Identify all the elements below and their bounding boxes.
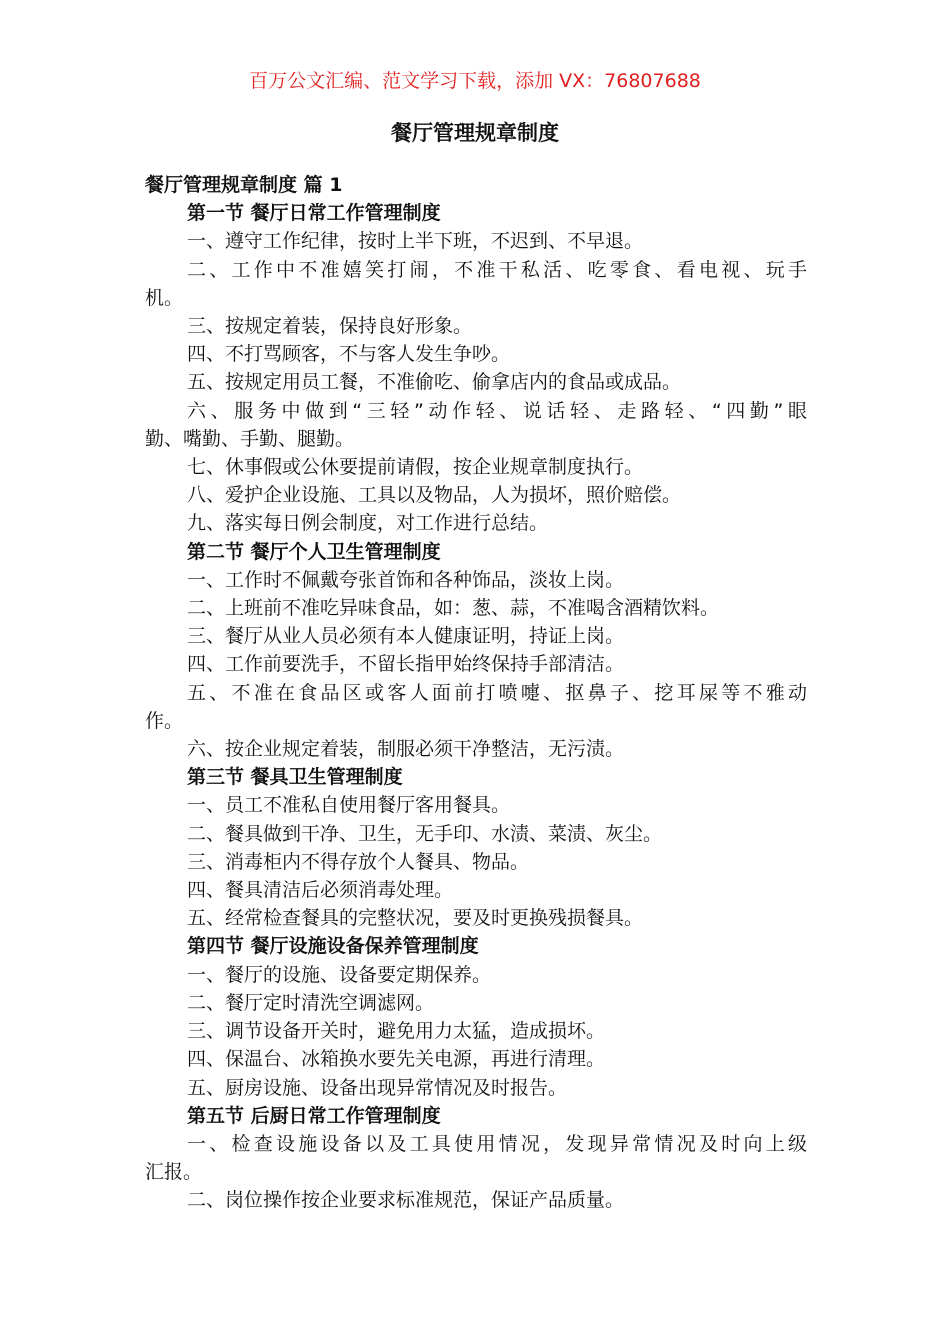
list-item: 二、岗位操作按企业要求标准规范，保证产品质量。 [187, 1189, 625, 1212]
list-item: 四、保温台、冰箱换水要先关电源，再进行清理。 [187, 1048, 606, 1071]
list-item: 五、不准在食品区或客人面前打喷嚏、抠鼻子、挖耳屎等不雅动 [187, 681, 807, 704]
list-item: 二、上班前不准吃异味食品，如：葱、蒜，不准喝含酒精饮料。 [187, 597, 720, 620]
list-item: 二、工作中不准嬉笑打闹，不准干私活、吃零食、看电视、玩手 [187, 258, 807, 281]
list-item: 八、爱护企业设施、工具以及物品，人为损坏，照价赔偿。 [187, 484, 682, 507]
list-item: 一、餐厅的设施、设备要定期保养。 [187, 963, 492, 986]
list-item: 六、服务中做到“三轻”动作轻、说话轻、走路轻、“四勤”眼 [187, 399, 807, 422]
section-heading: 第一节 餐厅日常工作管理制度 [187, 202, 441, 225]
list-item: 二、餐具做到干净、卫生，无手印、水渍、菜渍、灰尘。 [187, 822, 663, 845]
list-item: 三、餐厅从业人员必须有本人健康证明，持证上岗。 [187, 625, 625, 648]
list-item: 四、工作前要洗手，不留长指甲始终保持手部清洁。 [187, 653, 625, 676]
section-heading: 第二节 餐厅个人卫生管理制度 [187, 540, 441, 563]
list-item: 六、按企业规定着装，制服必须干净整洁，无污渍。 [187, 738, 625, 761]
section-heading: 第五节 后厨日常工作管理制度 [187, 1104, 441, 1127]
section-heading: 第三节 餐具卫生管理制度 [187, 766, 403, 789]
list-item: 四、不打骂顾客，不与客人发生争吵。 [187, 343, 511, 366]
list-item: 二、餐厅定时清洗空调滤网。 [187, 991, 435, 1014]
list-item: 三、消毒柜内不得存放个人餐具、物品。 [187, 850, 530, 873]
section-heading: 第四节 餐厅设施设备保养管理制度 [187, 935, 479, 958]
list-item: 一、检查设施设备以及工具使用情况，发现异常情况及时向上级 [187, 1132, 807, 1155]
list-item: 四、餐具清洁后必须消毒处理。 [187, 879, 454, 902]
list-item: 五、经常检查餐具的完整状况，要及时更换残损餐具。 [187, 907, 644, 930]
list-item-continuation: 机。 [145, 286, 184, 309]
list-item-continuation: 勤、嘴勤、手勤、腿勤。 [145, 427, 355, 450]
list-item: 一、员工不准私自使用餐厅客用餐具。 [187, 794, 511, 817]
list-item: 一、工作时不佩戴夸张首饰和各种饰品，淡妆上岗。 [187, 568, 625, 591]
list-item-continuation: 作。 [145, 709, 184, 732]
document-title: 餐厅管理规章制度 [391, 121, 559, 145]
list-item-continuation: 汇报。 [145, 1161, 203, 1184]
list-item: 五、按规定用员工餐，不准偷吃、偷拿店内的食品或成品。 [187, 371, 682, 394]
part-heading: 餐厅管理规章制度 篇 1 [145, 174, 343, 196]
list-item: 五、厨房设施、设备出现异常情况及时报告。 [187, 1076, 568, 1099]
watermark-text: 百万公文汇编、范文学习下载，添加 VX：76807688 [249, 70, 701, 92]
document-body [145, 171, 807, 1215]
list-item: 七、休事假或公休要提前请假，按企业规章制度执行。 [187, 456, 644, 479]
list-item: 三、按规定着装，保持良好形象。 [187, 315, 473, 338]
list-item: 三、调节设备开关时，避免用力太猛，造成损坏。 [187, 1020, 606, 1043]
list-item: 九、落实每日例会制度，对工作进行总结。 [187, 512, 549, 535]
list-item: 一、遵守工作纪律，按时上半下班，不迟到、不早退。 [187, 230, 644, 253]
